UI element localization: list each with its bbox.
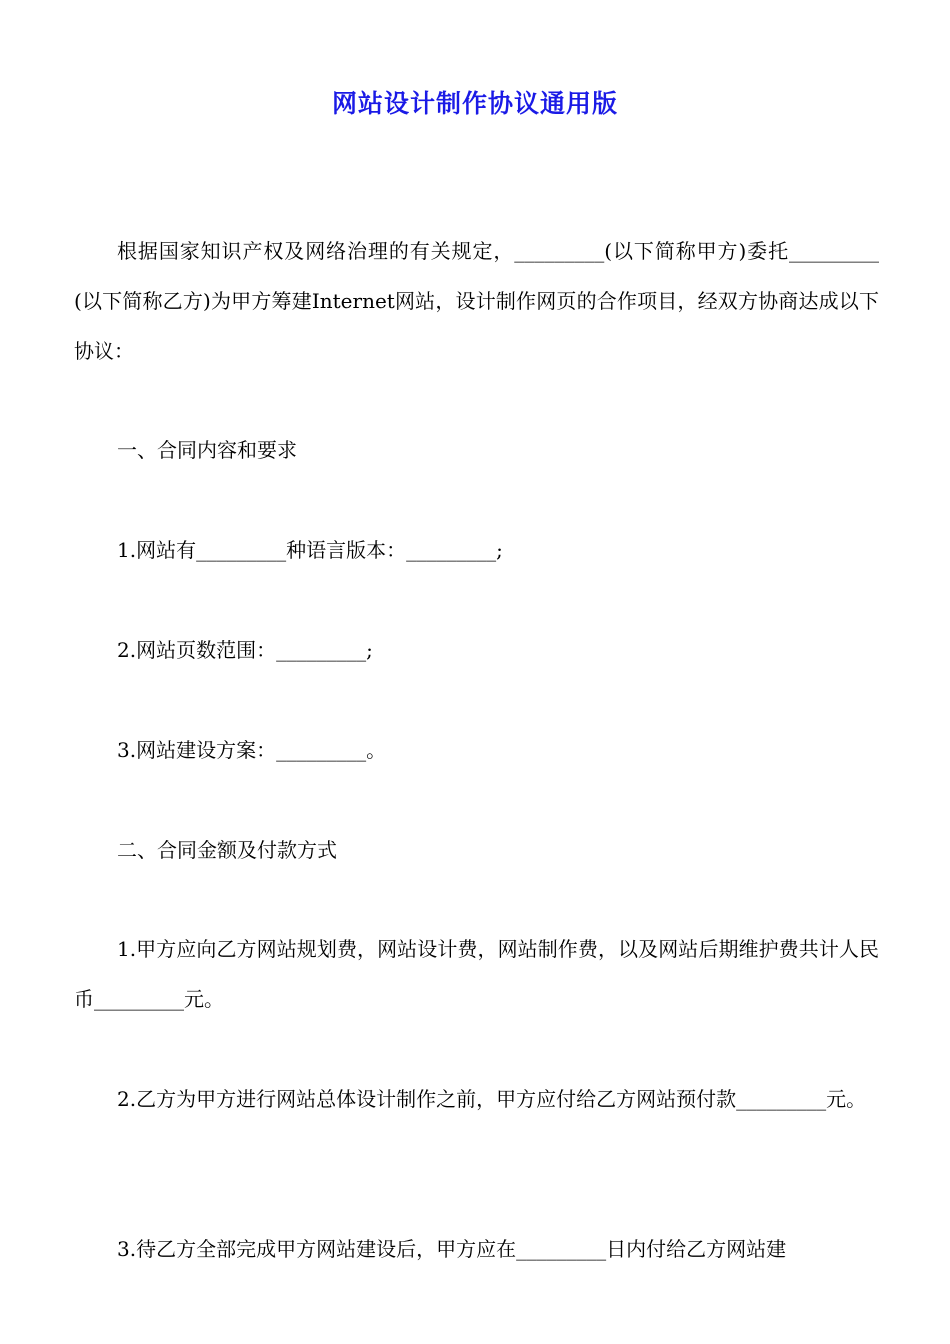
paragraph-intro: 根据国家知识产权及网络治理的有关规定，_________(以下简称甲方)委托_________(以下简称乙方)为甲方筹建Internet网站，设计制作网页的合作项目，经双方协商达成以下协议： xyxy=(74,239,879,363)
clause-language-versions: 1.网站有_________种语言版本：_________; xyxy=(117,538,503,562)
clause-advance-payment: 2.乙方为甲方进行网站总体设计制作之前，甲方应付给乙方网站预付款_________元。 xyxy=(117,1087,867,1111)
clause-construction-plan: 3.网站建设方案：_________。 xyxy=(117,738,387,762)
section-heading-payment: 二、合同金额及付款方式 xyxy=(117,838,337,862)
clause-final-payment: 3.待乙方全部完成甲方网站建设后，甲方应在_________日内付给乙方网站建 xyxy=(117,1237,787,1261)
document-title: 网站设计制作协议通用版 xyxy=(331,89,618,118)
section-heading-contract-content: 一、合同内容和要求 xyxy=(117,438,297,462)
clause-total-fee: 1.甲方应向乙方网站规划费，网站设计费，网站制作费，以及网站后期维护费共计人民币_________元。 xyxy=(74,937,879,1011)
clause-page-range: 2.网站页数范围：_________; xyxy=(117,638,373,662)
